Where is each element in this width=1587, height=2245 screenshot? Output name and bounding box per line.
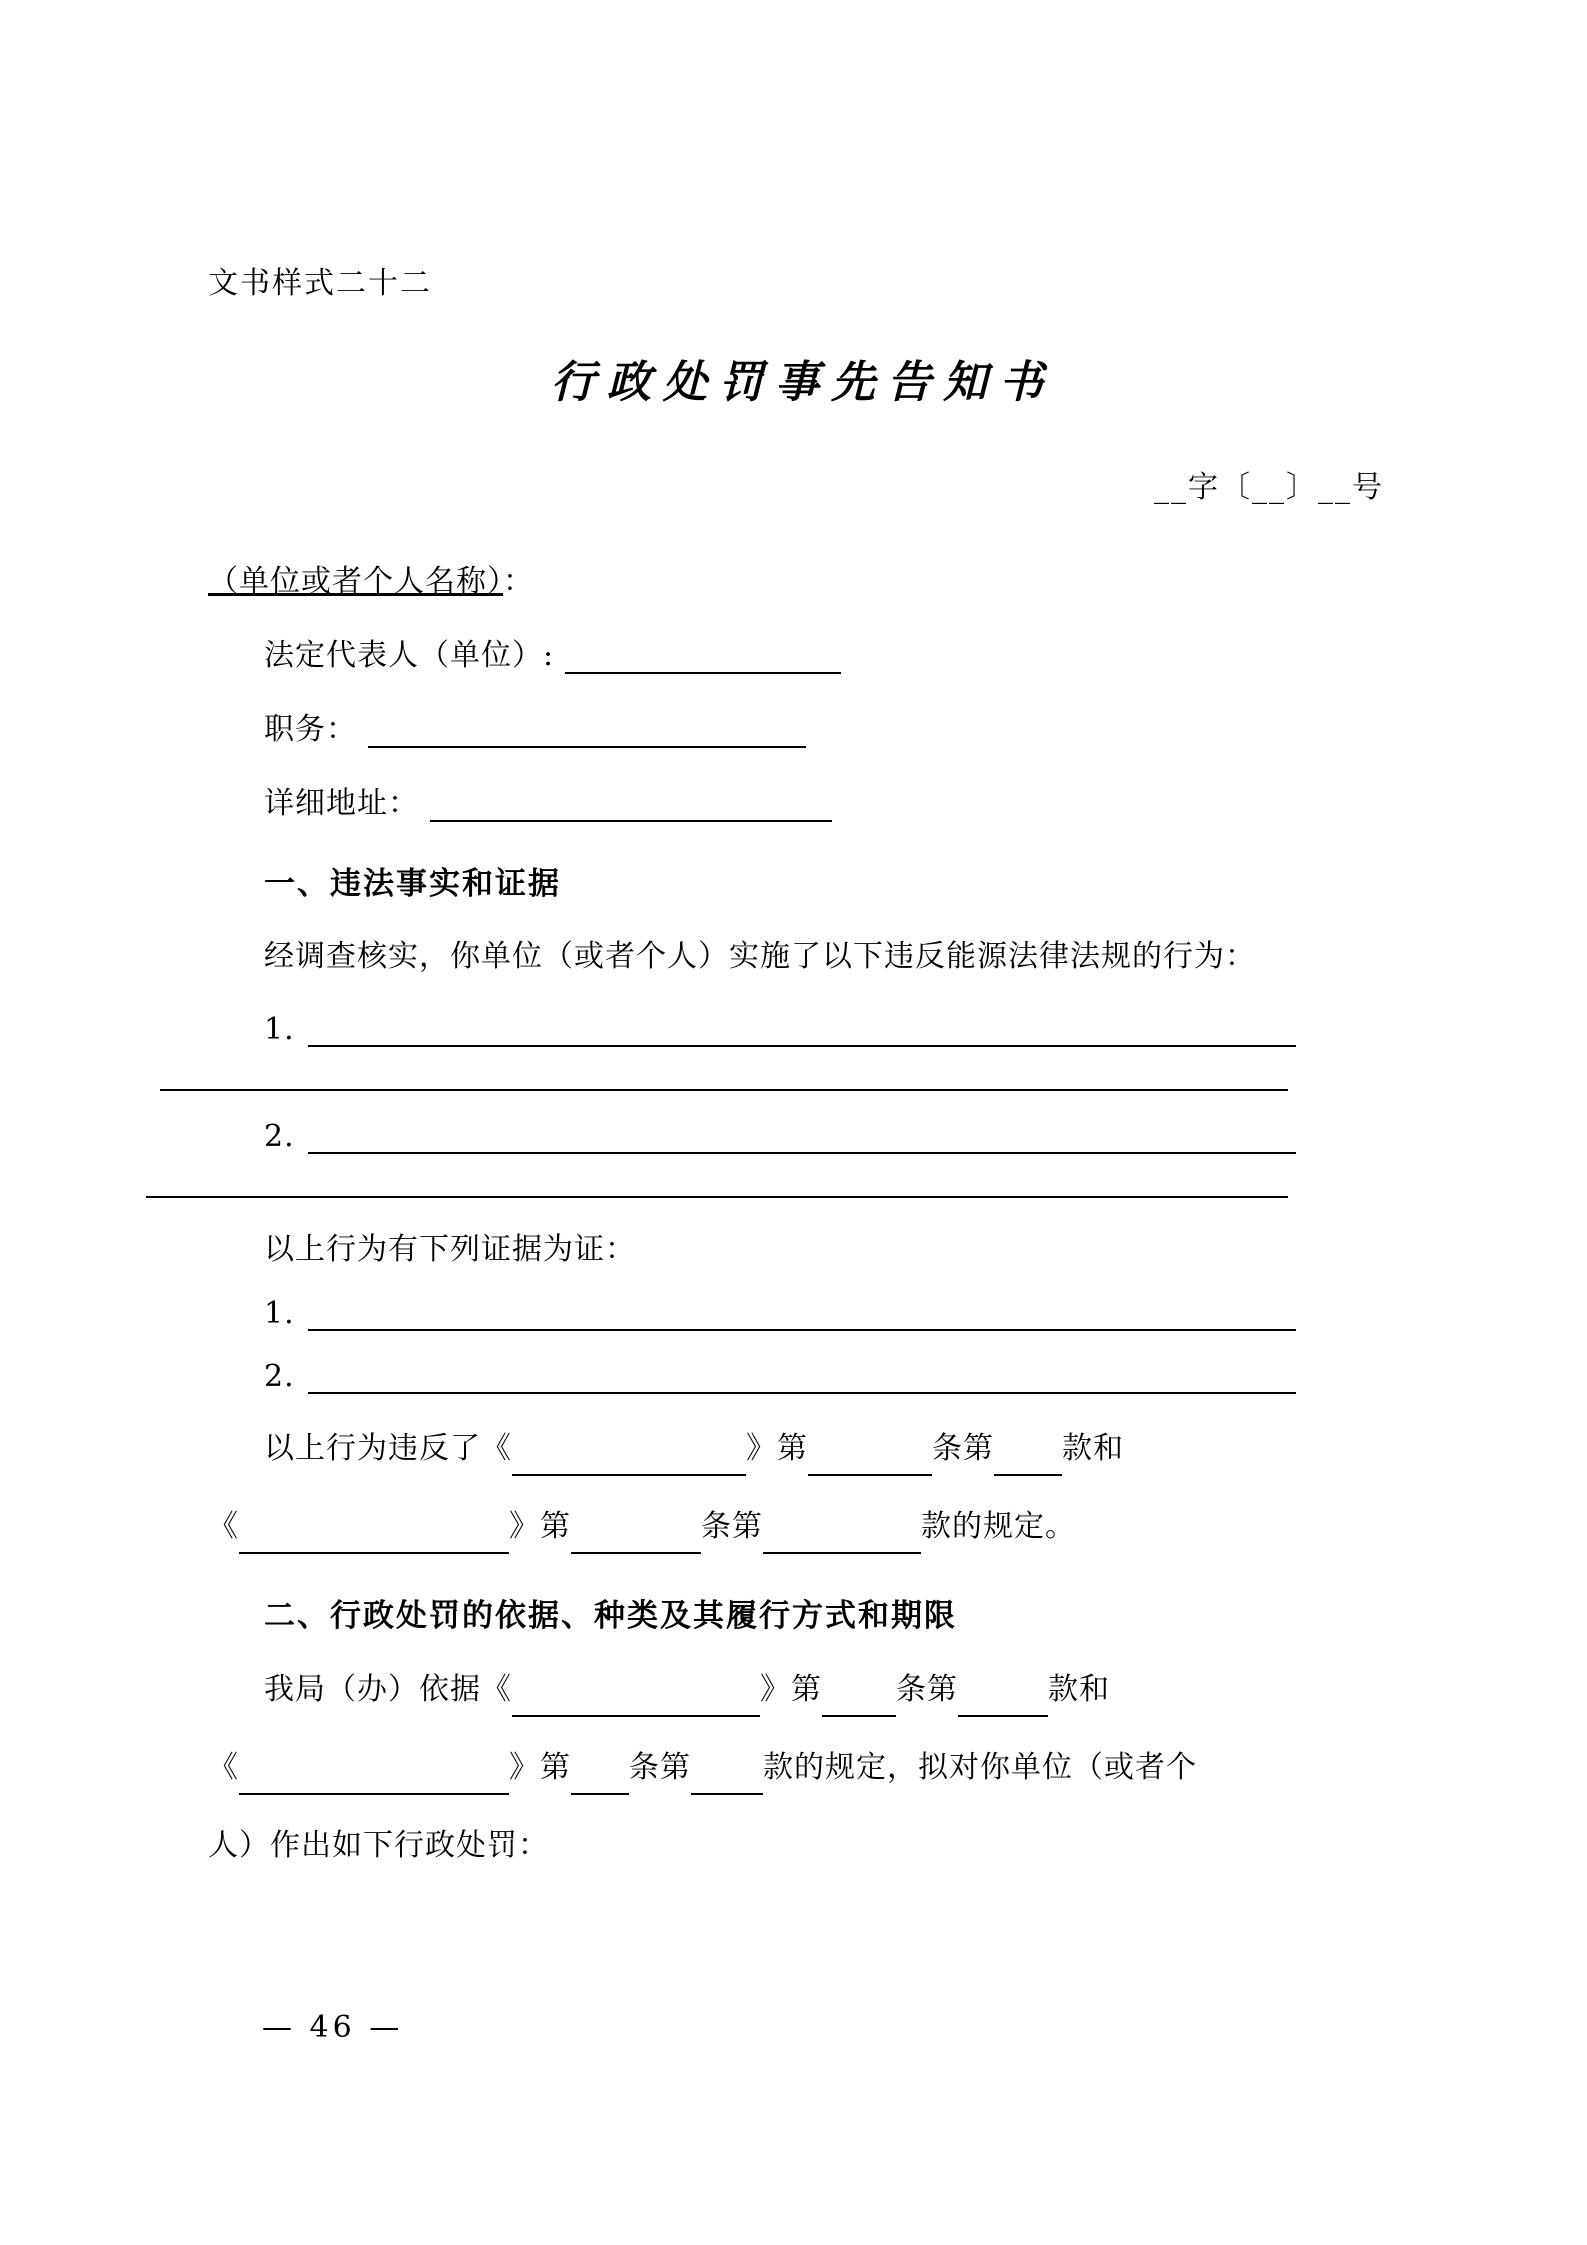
violation-basis-line-b bbox=[208, 1500, 1398, 1554]
page-number: — 46 — bbox=[262, 2010, 404, 2045]
violation-basis-b-tiao: 条第 bbox=[701, 1508, 763, 1544]
evidence-item-1-input[interactable] bbox=[308, 1299, 1296, 1331]
violation-basis-a-mid: 》第 bbox=[746, 1430, 808, 1466]
field-address bbox=[208, 778, 1398, 822]
violation-item-1-continuation-rule[interactable] bbox=[160, 1089, 1288, 1091]
penalty-basis-b-tiao: 条第 bbox=[629, 1749, 691, 1785]
penalty-basis-line-b bbox=[208, 1741, 1398, 1795]
addressee-blank: （单位或者个人名称） bbox=[208, 564, 503, 599]
field-legal-rep bbox=[208, 630, 1398, 674]
penalty-basis-a-tiao: 条第 bbox=[896, 1671, 958, 1707]
violation-basis-a-prefix: 以上行为违反了《 bbox=[264, 1430, 512, 1466]
violation-basis-a-article-input[interactable] bbox=[808, 1444, 932, 1476]
penalty-basis-line-c: 人）作出如下行政处罚： bbox=[208, 1827, 549, 1863]
violation-basis-a-clause-input[interactable] bbox=[994, 1444, 1062, 1476]
violation-basis-b-mid: 》第 bbox=[509, 1508, 571, 1544]
field-position-input[interactable] bbox=[368, 716, 806, 748]
evidence-item-2-number: 2. bbox=[264, 1358, 295, 1394]
doc-number: __字〔__〕__号 bbox=[1154, 470, 1384, 505]
addressee-colon: ： bbox=[503, 564, 534, 599]
penalty-basis-b-prefix: 《 bbox=[208, 1749, 239, 1785]
evidence-item-1-number: 1. bbox=[264, 1295, 295, 1331]
violation-item-1-number: 1. bbox=[264, 1011, 295, 1047]
violation-item-2-input[interactable] bbox=[308, 1122, 1296, 1154]
violation-basis-b-suffix: 款的规定。 bbox=[921, 1508, 1076, 1544]
violation-item-2-number: 2. bbox=[264, 1118, 295, 1154]
violation-basis-a-tiao: 条第 bbox=[932, 1430, 994, 1466]
violation-item-1 bbox=[208, 1012, 1398, 1047]
penalty-basis-b-clause-input[interactable] bbox=[691, 1763, 763, 1795]
penalty-basis-a-clause-input[interactable] bbox=[958, 1685, 1048, 1717]
section-one-intro: 经调查核实，你单位（或者个人）实施了以下违反能源法律法规的行为： bbox=[264, 939, 1256, 974]
penalty-basis-a-kuan: 款和 bbox=[1048, 1671, 1110, 1707]
penalty-basis-b-mid: 》第 bbox=[509, 1749, 571, 1785]
field-legal-rep-input[interactable] bbox=[565, 642, 841, 674]
doc-style-label: 文书样式二十二 bbox=[208, 266, 432, 301]
violation-basis-a-law-input[interactable] bbox=[512, 1444, 746, 1476]
field-position-label: 职务： bbox=[264, 712, 357, 747]
penalty-basis-line-a bbox=[208, 1663, 1398, 1717]
penalty-basis-a-article-input[interactable] bbox=[822, 1685, 896, 1717]
penalty-basis-b-suffix: 款的规定，拟对你单位（或者个 bbox=[763, 1749, 1197, 1785]
section-two-heading: 二、行政处罚的依据、种类及其履行方式和期限 bbox=[264, 1597, 957, 1634]
penalty-basis-b-law-input[interactable] bbox=[239, 1763, 509, 1795]
field-address-input[interactable] bbox=[430, 790, 832, 822]
violation-basis-line-a bbox=[208, 1422, 1398, 1476]
violation-basis-b-article-input[interactable] bbox=[571, 1522, 701, 1554]
violation-item-2 bbox=[208, 1119, 1398, 1154]
evidence-intro: 以上行为有下列证据为证： bbox=[264, 1231, 636, 1267]
violation-item-2-continuation-rule[interactable] bbox=[146, 1196, 1288, 1198]
field-address-label: 详细地址： bbox=[264, 786, 419, 821]
violation-basis-b-prefix: 《 bbox=[208, 1508, 239, 1544]
field-position bbox=[208, 704, 1398, 748]
addressee-line bbox=[208, 556, 1398, 600]
page-title: 行政处罚事先告知书 bbox=[551, 357, 1055, 408]
violation-basis-a-kuan: 款和 bbox=[1062, 1430, 1124, 1466]
document-body bbox=[208, 258, 1398, 1873]
penalty-basis-b-article-input[interactable] bbox=[571, 1763, 629, 1795]
violation-basis-b-clause-input[interactable] bbox=[763, 1522, 921, 1554]
penalty-basis-a-prefix: 我局（办）依据《 bbox=[264, 1671, 512, 1707]
field-legal-rep-label: 法定代表人（单位）: bbox=[264, 638, 555, 673]
penalty-basis-a-law-input[interactable] bbox=[512, 1685, 760, 1717]
violation-item-1-input[interactable] bbox=[308, 1015, 1296, 1047]
evidence-item-2-input[interactable] bbox=[308, 1362, 1296, 1394]
evidence-item-2 bbox=[208, 1359, 1398, 1394]
evidence-item-1 bbox=[208, 1296, 1398, 1331]
violation-basis-b-law-input[interactable] bbox=[239, 1522, 509, 1554]
section-one-heading: 一、违法事实和证据 bbox=[264, 866, 561, 902]
penalty-basis-a-mid: 》第 bbox=[760, 1671, 822, 1707]
